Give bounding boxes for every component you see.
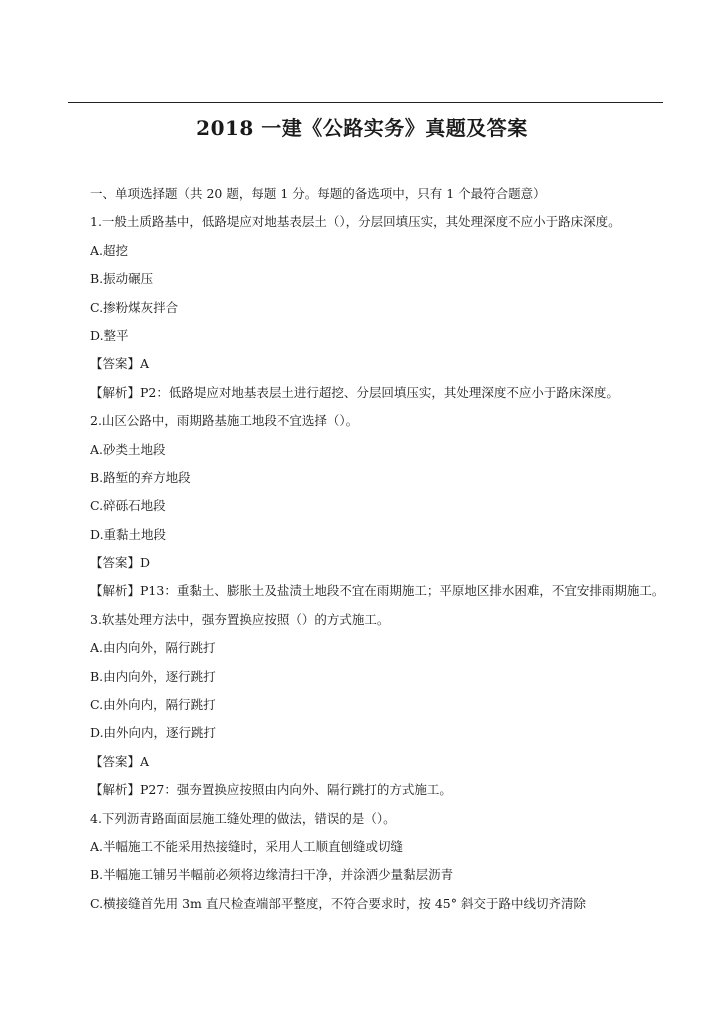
answer-line: 【答案】A [90, 753, 150, 769]
question-stem: 1.一般土质路基中，低路堤应对地基表层土（），分层回填压实，其处理深度不应小于路床深度。 [90, 214, 621, 230]
header-rule [68, 102, 663, 103]
question-option: A.半幅施工不能采用热接缝时，采用人工顺直刨缝或切缝 [90, 838, 404, 854]
answer-line: 【答案】D [90, 555, 151, 571]
question-option: C.由外向内，隔行跳打 [90, 697, 216, 713]
answer-line: 【答案】A [90, 356, 150, 372]
analysis-line: 【解析】P27：强夯置换应按照由内向外、隔行跳打的方式施工。 [90, 782, 452, 798]
section-heading: 一、单项选择题（共 20 题，每题 1 分。每题的备选项中，只有 1 个最符合题意） [90, 186, 546, 201]
question-option: D.由外向内，逐行跳打 [90, 725, 217, 741]
question-option: B.半幅施工铺另半幅前必须将边缘清扫干净，并涂洒少量黏层沥青 [90, 867, 454, 883]
question-option: A.砂类土地段 [90, 441, 166, 457]
analysis-line: 【解析】P13：重黏土、膨胀土及盐渍土地段不宜在雨期施工；平原地区排水困难，不宜安排雨期施工。 [90, 583, 665, 599]
question-stem: 4.下列沥青路面面层施工缝处理的做法，错误的是（）。 [90, 810, 396, 826]
question-option: C.掺粉煤灰拌合 [90, 299, 179, 315]
question-option: B.振动碾压 [90, 271, 154, 287]
question-option: B.路堑的弃方地段 [90, 469, 191, 485]
question-option: C.碎砾石地段 [90, 498, 166, 514]
analysis-line: 【解析】P2：低路堤应对地基表层土进行超挖、分层回填压实，其处理深度不应小于路床深度。 [90, 384, 619, 400]
question-option: D.重黏土地段 [90, 526, 167, 542]
question-stem: 3.软基处理方法中，强夯置换应按照（）的方式施工。 [90, 611, 390, 627]
question-option: A.超挖 [90, 242, 129, 258]
question-option: D.整平 [90, 327, 129, 343]
document-body [90, 184, 690, 922]
question-option: A.由内向外，隔行跳打 [90, 640, 216, 656]
document-title: 2018 一建《公路实务》真题及答案 [196, 116, 528, 140]
question-stem: 2.山区公路中，雨期路基施工地段不宜选择（）。 [90, 413, 359, 429]
question-option: B.由内向外，逐行跳打 [90, 668, 216, 684]
question-option: C.横接缝首先用 3m 直尺检查端部平整度，不符合要求时，按 45° 斜交于路中线切齐清除 [90, 895, 586, 911]
